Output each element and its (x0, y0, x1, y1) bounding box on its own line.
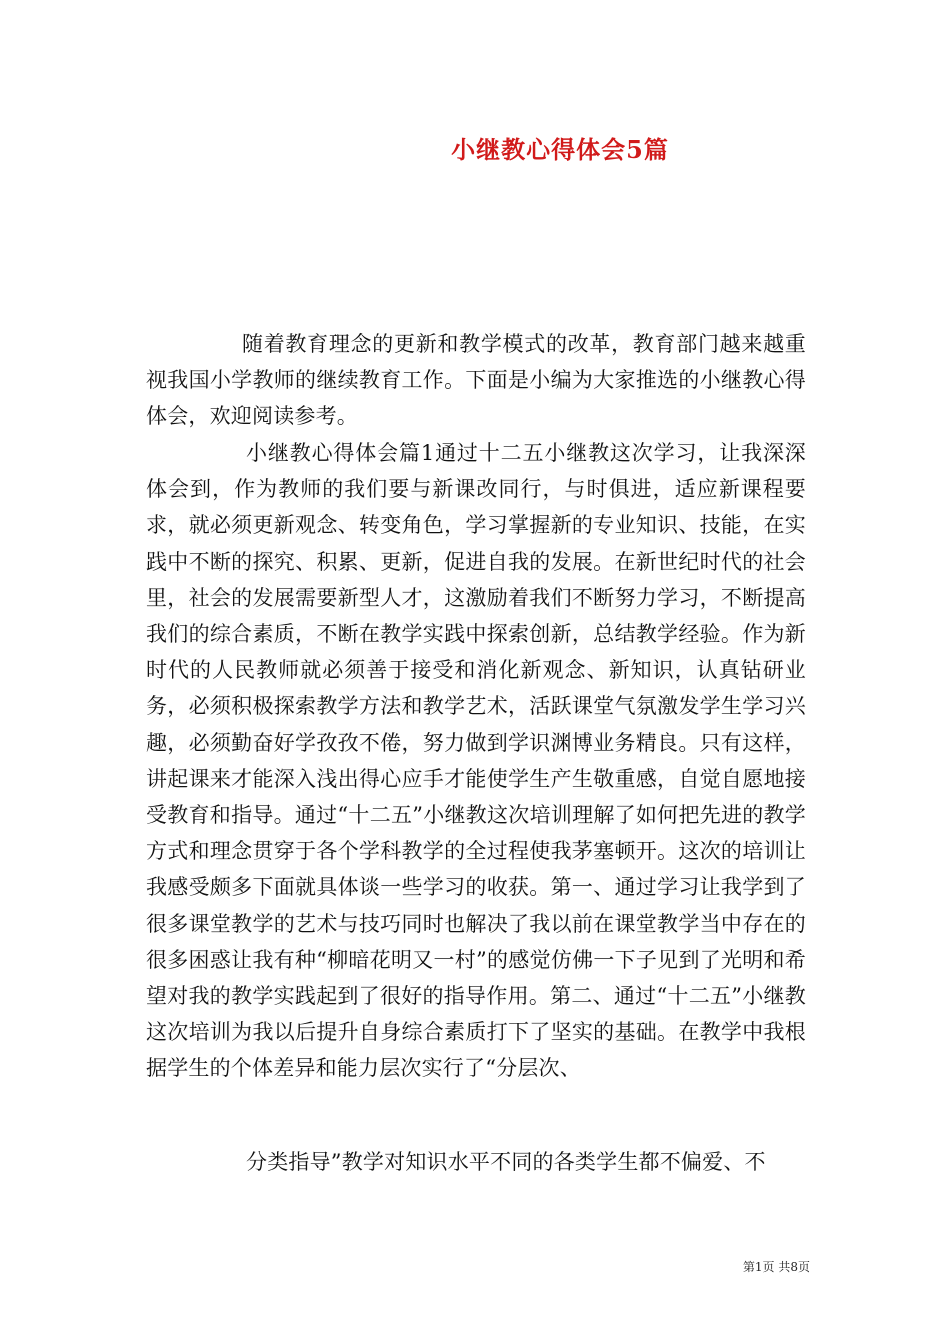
document-title: 小继教心得体会5篇 (451, 135, 669, 164)
paragraph-article-1: 小继教心得体会篇1通过十二五小继教这次学习，让我深深体会到，作为教师的我们要与新课改同行，与时俱进，适应新课程要求，就必须更新观念、转变角色，学习掌握新的专业知识、技能，在实践中不断的探究、积累、更新，促进自我的发展。在新世纪时代的社会里，社会的发展需要新型人才，这激励着我们不断努力学习，不断提高我们的综合素质，不断在教学实践中探索创新，总结教学经验。作为新时代的人民教师就必须善于接受和消化新观念、新知识，认真钻研业务，必须积极探索教学方法和教学艺术，活跃课堂气氛激发学生学习兴趣，必须勤奋好学孜孜不倦，努力做到学识渊博业务精良。只有这样，讲起课来才能深入浅出得心应手才能使学生产生敬重感，自觉自愿地接受教育和指导。通过“十二五”小继教这次培训理解了如何把先进的教学方式和理念贯穿于各个学科教学的全过程使我茅塞顿开。这次的培训让我感受颇多下面就具体谈一些学习的收获。第一、通过学习让我学到了很多课堂教学的艺术与技巧同时也解决了我以前在课堂教学当中存在的很多困惑让我有种“柳暗花明又一村”的感觉仿佛一下子见到了光明和希望对我的教学实践起到了很好的指导作用。第二、通过“十二五”小继教这次培训为我以后提升自身综合素质打下了坚实的基础。在教学中我根据学生的个体差异和能力层次实行了“分层次、 (146, 441, 806, 1081)
page-number-footer: 第1页 共8页 (742, 1260, 810, 1274)
paragraph-continuation: 分类指导”教学对知识水平不同的各类学生都不偏爱、不 (246, 1150, 766, 1174)
paragraph-intro: 随着教育理念的更新和教学模式的改革，教育部门越来越重视我国小学教师的继续教育工作。下面是小编为大家推选的小继教心得体会，欢迎阅读参考。 (146, 332, 806, 429)
